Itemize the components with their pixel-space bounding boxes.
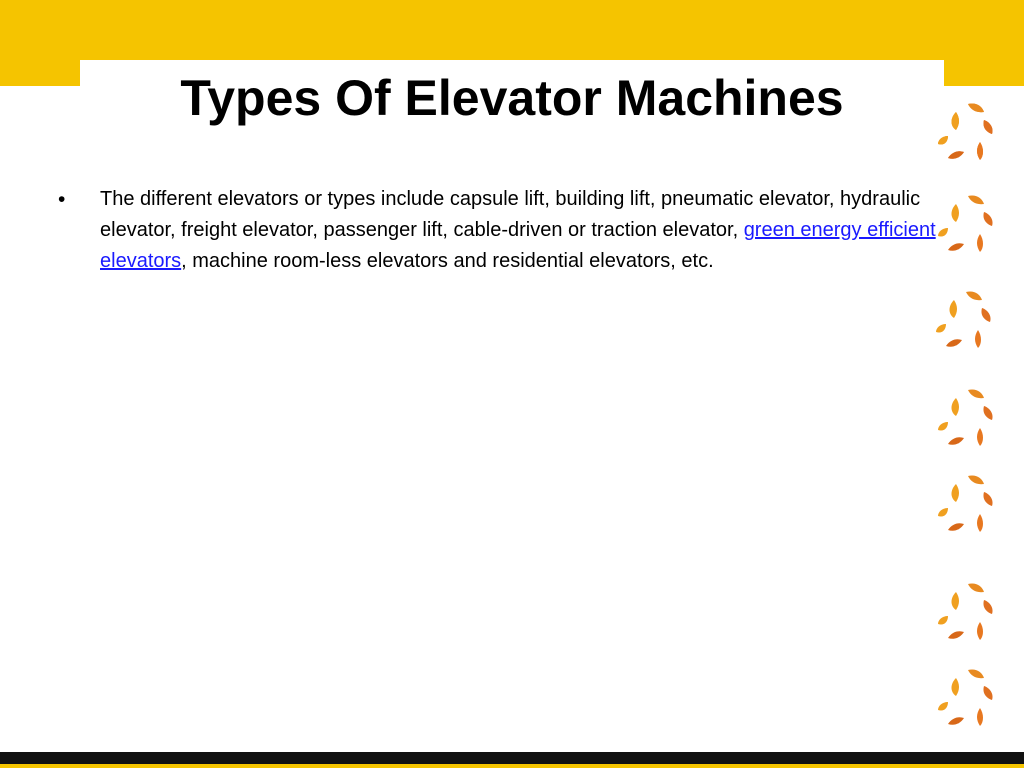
leaf-ring-icon-4 xyxy=(938,389,993,446)
bullet-marker: • xyxy=(58,188,66,211)
leaf-ring-icon-5 xyxy=(938,475,993,532)
bullet-text-after: , machine room-less elevators and residential elevators, etc. xyxy=(181,250,714,272)
bullet-item xyxy=(58,184,938,277)
leaf-ring-icon-6 xyxy=(938,583,993,640)
leaf-ring-icon-1 xyxy=(938,103,993,160)
green-energy-link[interactable]: green energy efficient elevators xyxy=(100,219,936,272)
bullet-text xyxy=(100,184,938,277)
leaf-ring-icon-2 xyxy=(938,195,993,252)
leaf-decoration xyxy=(936,100,1006,730)
leaf-ring-icon-7 xyxy=(938,669,993,726)
slide-title: Types Of Elevator Machines xyxy=(180,70,844,126)
leaf-ring-icon-3 xyxy=(936,291,991,348)
leaf-ring-icon xyxy=(938,103,993,160)
bullet-text-before: The different elevators or types include capsule lift, building lift, pneumatic elevator, hydraulic elevator, freight elevator, passenger lift, cable-driven or traction elevator, xyxy=(100,188,921,241)
footer-accent-line xyxy=(0,764,1024,768)
